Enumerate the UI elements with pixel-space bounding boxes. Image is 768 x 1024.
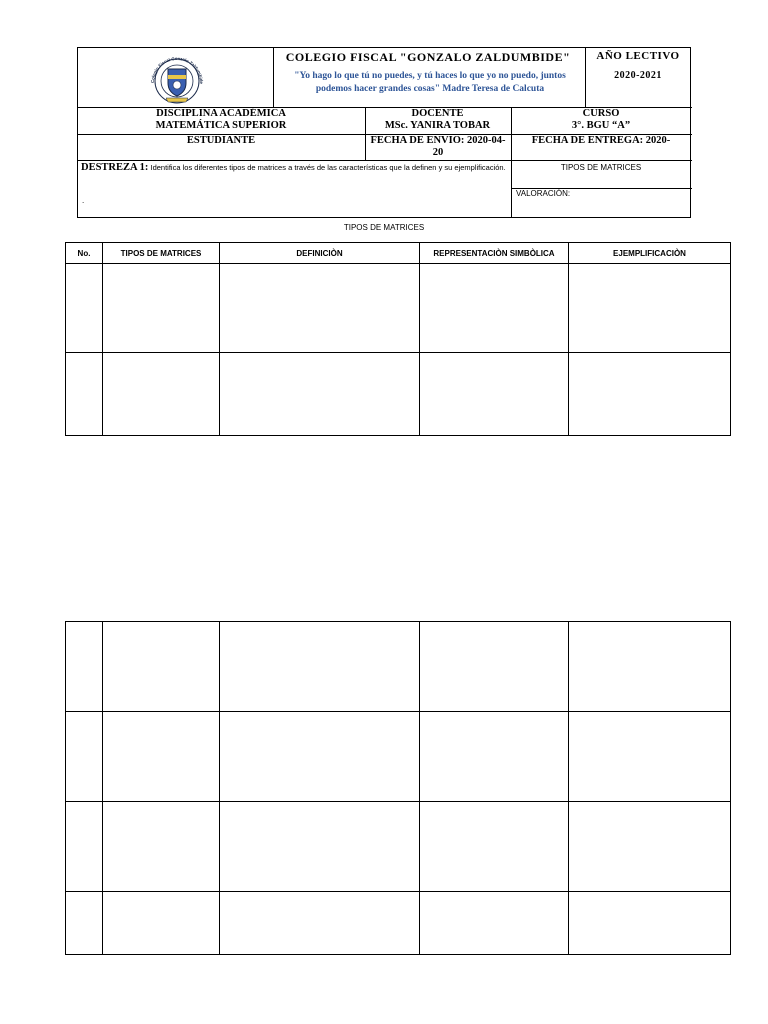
table-cell[interactable] — [569, 622, 731, 712]
table-cell[interactable] — [66, 892, 103, 955]
table-cell[interactable] — [220, 892, 420, 955]
table-row — [66, 264, 731, 353]
table-cell[interactable] — [103, 712, 220, 802]
column-header-type: TIPOS DE MATRICES — [103, 243, 220, 264]
table-cell[interactable] — [220, 712, 420, 802]
table-cell[interactable] — [420, 353, 569, 436]
due-date: FECHA DE ENTREGA: 2020- — [531, 135, 671, 146]
skill-label: DESTREZA 1: — [81, 162, 149, 173]
table-cell[interactable] — [103, 622, 220, 712]
table-row — [66, 622, 731, 712]
teacher-label: DOCENTE — [411, 108, 464, 119]
school-year-value: 2020-2021 — [614, 70, 662, 81]
student-label: ESTUDIANTE — [186, 135, 256, 146]
school-name: COLEGIO FISCAL "GONZALO ZALDUMBIDE" — [285, 50, 571, 64]
motto-quote: "Yo hago lo que tú no puedes, y tú haces lo que yo no puedo, juntos podemos hacer grandes cosas" Madre Teresa de Calcuta — [294, 71, 566, 94]
topic-text: TIPOS DE MATRICES — [560, 163, 642, 172]
course-value: 3°. BGU “A” — [571, 120, 631, 131]
table-cell[interactable] — [103, 802, 220, 892]
skill-block — [81, 162, 508, 173]
table-cell[interactable] — [420, 802, 569, 892]
table-cell[interactable] — [220, 622, 420, 712]
matrix-types-table-continued — [65, 621, 731, 955]
teacher-value: MSc. YANIRA TOBAR — [384, 120, 491, 131]
table-cell[interactable] — [569, 802, 731, 892]
table-cell[interactable] — [66, 802, 103, 892]
school-year-label: AÑO LECTIVO — [596, 50, 680, 62]
table-row — [66, 892, 731, 955]
table-cell[interactable] — [220, 353, 420, 436]
table-cell[interactable] — [66, 622, 103, 712]
table-cell[interactable] — [103, 892, 220, 955]
table-cell[interactable] — [420, 892, 569, 955]
send-date: FECHA DE ENVIO: 2020-04-20 — [370, 135, 506, 158]
table-cell[interactable] — [66, 712, 103, 802]
table-cell[interactable] — [220, 802, 420, 892]
column-header-number: No. — [66, 243, 103, 264]
course-label: CURSO — [582, 108, 620, 119]
table-cell[interactable] — [66, 264, 103, 353]
column-header-definition: DEFINICIÒN — [220, 243, 420, 264]
svg-text:Colegio Fiscal Gonzalo Zaldumb: Colegio Fiscal Gonzalo Zaldumbide — [149, 55, 205, 84]
table-cell[interactable] — [420, 622, 569, 712]
table-row — [66, 353, 731, 436]
table-cell[interactable] — [420, 264, 569, 353]
column-header-example: EJEMPLIFICACIÒN — [569, 243, 731, 264]
skill-text: Identifica los diferentes tipos de matrices a través de las características que la definen y su ejemplificación. — [150, 163, 506, 172]
school-logo — [146, 53, 208, 105]
skill-dot: . — [82, 196, 85, 205]
table-cell[interactable] — [569, 892, 731, 955]
table-cell[interactable] — [569, 712, 731, 802]
table-cell[interactable] — [569, 353, 731, 436]
table-cell[interactable] — [220, 264, 420, 353]
table-cell[interactable] — [66, 353, 103, 436]
column-header-symbolic: REPRESENTACIÒN SIMBÒLICA — [420, 243, 569, 264]
matrix-types-table — [65, 242, 731, 436]
grade-label: VALORACIÓN: — [516, 189, 571, 198]
table-cell[interactable] — [103, 353, 220, 436]
table-title: TIPOS DE MATRICES — [343, 223, 425, 232]
table-header-row — [66, 243, 731, 264]
table-cell[interactable] — [103, 264, 220, 353]
table-cell[interactable] — [569, 264, 731, 353]
discipline-value: MATEMÁTICA SUPERIOR — [155, 120, 287, 131]
table-row — [66, 802, 731, 892]
school-crest-icon — [146, 53, 208, 105]
table-cell[interactable] — [420, 712, 569, 802]
table-row — [66, 712, 731, 802]
discipline-label: DISCIPLINA ACADÉMICA — [156, 108, 286, 119]
